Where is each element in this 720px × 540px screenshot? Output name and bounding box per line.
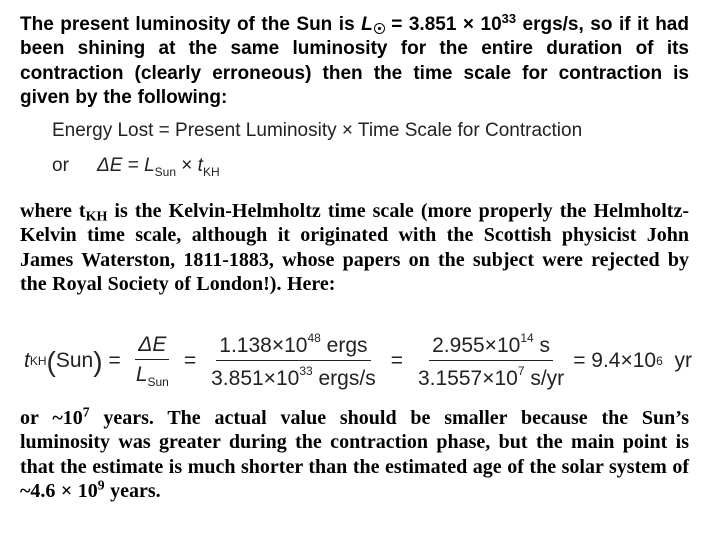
timescale-equation bbox=[24, 328, 692, 394]
fraction-seconds bbox=[415, 331, 567, 391]
conclusion-exp-1: 7 bbox=[82, 404, 90, 420]
energy-equation-symbols bbox=[52, 155, 672, 179]
f3-num-a: 2.955×10 bbox=[432, 334, 521, 357]
delta-e: ΔE bbox=[97, 155, 123, 176]
energy-equation-words: Energy Lost = Present Luminosity × Time Scale for Contraction bbox=[52, 120, 583, 141]
kh-subscript: KH bbox=[85, 209, 108, 225]
fraction-seconds-numerator bbox=[429, 331, 553, 361]
equals-sign: = bbox=[122, 155, 145, 176]
eq2-t: t bbox=[24, 349, 30, 372]
conclusion-exp-2: 9 bbox=[97, 477, 105, 493]
fraction-energy-denominator bbox=[208, 361, 379, 391]
intro-text-c: ergs/s, so if it had been shining at the same luminosity for the entire duration of its contraction (clearly erroneous) then the time scale for contraction is given by the following: bbox=[20, 14, 689, 109]
time-subscript: KH bbox=[202, 165, 220, 179]
f2-den-a: 3.851×10 bbox=[211, 367, 300, 390]
fraction-symbolic-denominator bbox=[133, 360, 172, 389]
result-unit: yr bbox=[662, 349, 692, 372]
conclusion-text-a: or ~10 bbox=[20, 407, 83, 429]
eq2-sun: Sun bbox=[55, 349, 94, 372]
kh-text-a: where t bbox=[20, 200, 86, 222]
fraction-symbolic-numerator: ΔE bbox=[135, 333, 169, 360]
eq2-equals-3: = bbox=[390, 349, 403, 372]
kh-text-b: is the Kelvin-Helmholtz time scale (more properly the Helmholtz-Kelvin time scale, although it originated with the Scottish physicist John James Waterston, 1811-1883, whose papers on the subject were rejected by the Royal Society of London!). Here: bbox=[20, 200, 689, 296]
equation-or: or bbox=[52, 155, 69, 176]
eq2-left-paren: ( bbox=[46, 346, 56, 377]
eq2-equals-2: = bbox=[183, 349, 197, 372]
energy-equation bbox=[52, 120, 672, 179]
fraction-energy-numerator bbox=[216, 331, 370, 361]
luminosity-symbol: L bbox=[361, 14, 373, 35]
fraction-symbolic bbox=[133, 333, 172, 389]
result-a: = 9.4×10 bbox=[573, 349, 657, 372]
f3-den-b: s/yr bbox=[524, 367, 565, 390]
intro-exponent: 33 bbox=[501, 10, 517, 26]
f1-den-subscript: Sun bbox=[147, 375, 169, 389]
f2-den-exp: 33 bbox=[299, 364, 313, 378]
f2-num-exp: 48 bbox=[307, 331, 321, 345]
f3-den-a: 3.1557×10 bbox=[417, 367, 518, 390]
sun-symbol-icon bbox=[374, 23, 385, 34]
f3-den-exp: 7 bbox=[517, 364, 525, 378]
intro-text-a: The present luminosity of the Sun is bbox=[20, 14, 362, 35]
conclusion-text-c: years. bbox=[104, 480, 161, 503]
times-sign: × bbox=[176, 155, 198, 176]
time-t: t bbox=[197, 155, 203, 176]
f2-den-b: ergs/s bbox=[312, 367, 376, 390]
kelvin-helmholtz-paragraph bbox=[20, 199, 689, 297]
eq2-right-paren: ) bbox=[93, 346, 103, 377]
f1-den-L: L bbox=[135, 363, 148, 386]
intro-text-b: = 3.851 × 10 bbox=[384, 14, 502, 35]
fraction-energy bbox=[208, 331, 379, 391]
conclusion-text-b: years. The actual value should be smaller because the Sun’s luminosity was greater during the contraction phase, but the main point is that the estimate is much shorter than the estimated age of the solar system of ~4.6 × 10 bbox=[20, 407, 689, 503]
conclusion-paragraph bbox=[20, 406, 689, 504]
f3-num-exp: 14 bbox=[520, 331, 534, 345]
f2-num-a: 1.138×10 bbox=[219, 334, 308, 357]
luminosity-subscript: Sun bbox=[154, 165, 177, 179]
intro-paragraph bbox=[20, 10, 689, 111]
eq2-equals-1: = bbox=[108, 349, 121, 372]
f2-num-b: ergs bbox=[320, 334, 368, 357]
result-exp: 6 bbox=[656, 354, 663, 368]
fraction-seconds-denominator bbox=[415, 361, 567, 391]
eq2-t-subscript: KH bbox=[29, 354, 47, 368]
luminosity-L: L bbox=[144, 155, 155, 176]
f3-num-b: s bbox=[533, 334, 551, 357]
